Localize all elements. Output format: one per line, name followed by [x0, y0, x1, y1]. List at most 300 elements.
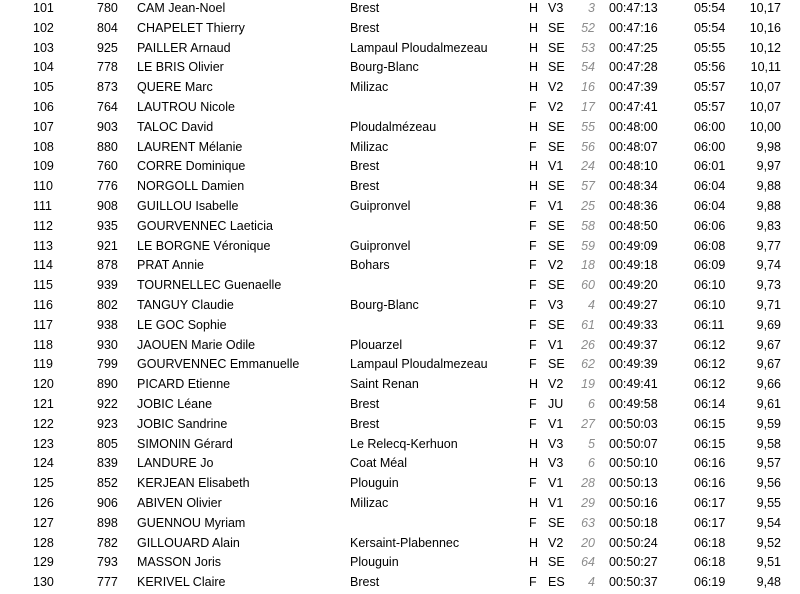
- pace-cell: 06:17: [694, 496, 726, 510]
- table-row: [0, 494, 800, 514]
- category-cell: V2: [548, 377, 564, 392]
- speed-cell: 9,66: [756, 377, 781, 392]
- category-cell: JU: [548, 397, 564, 411]
- pace-cell: 06:14: [694, 397, 726, 411]
- runner-name-cell: KERJEAN Elisabeth: [137, 476, 250, 491]
- club-cell: Bohars: [350, 258, 390, 273]
- table-row: [0, 276, 800, 296]
- runner-name-cell: GOURVENNEC Laeticia: [137, 218, 273, 233]
- sex-cell: H: [529, 496, 539, 510]
- bib-cell: 778: [97, 60, 118, 75]
- category-rank-cell: 53: [581, 40, 595, 55]
- table-row: [0, 78, 800, 98]
- category-rank-cell: 63: [581, 515, 595, 530]
- pace-cell: 06:11: [694, 317, 725, 332]
- place-cell: 116: [33, 298, 53, 312]
- place-cell: 111: [33, 199, 53, 213]
- bib-cell: 804: [97, 20, 118, 35]
- bib-cell: 880: [97, 139, 118, 154]
- club-cell: Plouguin: [350, 476, 399, 491]
- speed-cell: 9,71: [756, 298, 781, 312]
- category-cell: SE: [548, 515, 565, 530]
- place-cell: 129: [33, 555, 54, 570]
- sex-cell: H: [529, 60, 539, 75]
- pace-cell: 06:04: [694, 199, 726, 213]
- speed-cell: 10,16: [749, 20, 781, 35]
- club-cell: Brest: [350, 1, 380, 15]
- sex-cell: H: [529, 20, 539, 35]
- category-cell: V3: [548, 1, 564, 15]
- category-cell: V3: [548, 436, 564, 451]
- bib-cell: 925: [97, 40, 118, 55]
- sex-cell: F: [529, 357, 537, 372]
- place-cell: 110: [33, 179, 53, 194]
- club-cell: Plouarzel: [350, 337, 403, 352]
- category-rank-cell: 52: [581, 20, 595, 35]
- speed-cell: 9,56: [756, 476, 781, 491]
- speed-cell: 9,48: [756, 575, 781, 590]
- category-rank-cell: 19: [581, 377, 595, 392]
- bib-cell: 776: [97, 179, 118, 194]
- category-rank-cell: 20: [581, 535, 595, 550]
- club-cell: Guipronvel: [350, 238, 411, 253]
- time-cell: 00:48:07: [609, 139, 658, 154]
- club-cell: Le Relecq-Kerhuon: [350, 436, 458, 451]
- table-row: [0, 58, 800, 78]
- place-cell: 125: [33, 476, 54, 491]
- category-cell: V2: [548, 258, 564, 273]
- club-cell: Lampaul Ploudalmezeau: [350, 40, 488, 55]
- time-cell: 00:49:58: [609, 397, 658, 411]
- table-row: [0, 0, 800, 19]
- category-cell: V2: [548, 80, 564, 95]
- category-rank-cell: 27: [581, 416, 595, 431]
- speed-cell: 10,07: [749, 80, 781, 95]
- bib-cell: 906: [97, 496, 118, 510]
- pace-cell: 05:54: [694, 1, 726, 15]
- sex-cell: F: [529, 199, 537, 213]
- club-cell: Kersaint-Plabennec: [350, 535, 460, 550]
- category-cell: V2: [548, 535, 564, 550]
- pace-cell: 05:57: [694, 80, 726, 95]
- runner-name-cell: KERIVEL Claire: [137, 575, 226, 590]
- table-row: [0, 138, 800, 158]
- pace-cell: 06:17: [694, 515, 726, 530]
- runner-name-cell: LAUTROU Nicole: [137, 100, 235, 114]
- time-cell: 00:50:13: [609, 476, 658, 491]
- bib-cell: 852: [97, 476, 118, 491]
- sex-cell: F: [529, 317, 537, 332]
- bib-cell: 878: [97, 258, 118, 273]
- table-row: [0, 454, 800, 474]
- speed-cell: 10,17: [749, 1, 781, 15]
- category-cell: SE: [548, 40, 565, 55]
- speed-cell: 9,69: [756, 317, 781, 332]
- category-cell: SE: [548, 20, 565, 35]
- category-cell: V3: [548, 456, 564, 471]
- time-cell: 00:49:09: [609, 238, 658, 253]
- category-cell: SE: [548, 357, 565, 372]
- table-row: [0, 197, 800, 217]
- time-cell: 00:50:07: [609, 436, 658, 451]
- place-cell: 108: [33, 139, 54, 154]
- sex-cell: F: [529, 476, 537, 491]
- table-row: [0, 39, 800, 59]
- time-cell: 00:48:36: [609, 199, 658, 213]
- category-cell: SE: [548, 119, 565, 134]
- speed-cell: 9,54: [756, 515, 781, 530]
- category-rank-cell: 4: [588, 298, 595, 312]
- sex-cell: H: [529, 1, 539, 15]
- place-cell: 115: [33, 278, 53, 293]
- sex-cell: H: [529, 436, 539, 451]
- time-cell: 00:49:41: [609, 377, 658, 392]
- pace-cell: 06:15: [694, 436, 726, 451]
- sex-cell: F: [529, 278, 537, 293]
- bib-cell: 903: [97, 119, 118, 134]
- time-cell: 00:50:27: [609, 555, 658, 570]
- category-cell: V3: [548, 298, 564, 312]
- time-cell: 00:48:10: [609, 159, 658, 174]
- time-cell: 00:49:39: [609, 357, 658, 372]
- runner-name-cell: PAILLER Arnaud: [137, 40, 231, 55]
- place-cell: 112: [33, 218, 53, 233]
- runner-name-cell: CAM Jean-Noel: [137, 1, 226, 15]
- bib-cell: 922: [97, 397, 118, 411]
- pace-cell: 06:12: [694, 337, 726, 352]
- bib-cell: 777: [97, 575, 118, 590]
- club-cell: Brest: [350, 159, 380, 174]
- table-row: [0, 474, 800, 494]
- speed-cell: 9,59: [756, 416, 781, 431]
- club-cell: Saint Renan: [350, 377, 419, 392]
- place-cell: 121: [33, 397, 54, 411]
- sex-cell: H: [529, 80, 539, 95]
- time-cell: 00:50:16: [609, 496, 658, 510]
- bib-cell: 760: [97, 159, 118, 174]
- time-cell: 00:47:16: [609, 20, 658, 35]
- category-rank-cell: 24: [581, 159, 595, 174]
- table-row: [0, 435, 800, 455]
- time-cell: 00:48:00: [609, 119, 658, 134]
- table-row: [0, 336, 800, 356]
- time-cell: 00:49:20: [609, 278, 658, 293]
- pace-cell: 06:18: [694, 555, 726, 570]
- sex-cell: F: [529, 298, 537, 312]
- table-row: [0, 237, 800, 257]
- sex-cell: F: [529, 100, 537, 114]
- place-cell: 102: [33, 20, 54, 35]
- pace-cell: 06:09: [694, 258, 726, 273]
- place-cell: 122: [33, 416, 54, 431]
- runner-name-cell: TALOC David: [137, 119, 214, 134]
- time-cell: 00:47:39: [609, 80, 658, 95]
- table-row: [0, 534, 800, 554]
- runner-name-cell: SIMONIN Gérard: [137, 436, 233, 451]
- place-cell: 103: [33, 40, 54, 55]
- bib-cell: 939: [97, 278, 118, 293]
- runner-name-cell: LANDURE Jo: [137, 456, 214, 471]
- category-cell: SE: [548, 278, 565, 293]
- speed-cell: 9,77: [756, 238, 781, 253]
- place-cell: 107: [33, 119, 54, 134]
- runner-name-cell: TOURNELLEC Guenaelle: [137, 278, 282, 293]
- sex-cell: F: [529, 258, 537, 273]
- category-rank-cell: 28: [581, 476, 595, 491]
- category-rank-cell: 4: [588, 575, 595, 590]
- category-cell: SE: [548, 218, 565, 233]
- category-cell: SE: [548, 179, 565, 194]
- club-cell: Milizac: [350, 139, 389, 154]
- bib-cell: 890: [97, 377, 118, 392]
- time-cell: 00:47:25: [609, 40, 658, 55]
- category-rank-cell: 26: [581, 337, 595, 352]
- bib-cell: 938: [97, 317, 118, 332]
- sex-cell: H: [529, 555, 539, 570]
- table-row: [0, 316, 800, 336]
- place-cell: 105: [33, 80, 54, 95]
- category-rank-cell: 61: [581, 317, 595, 332]
- pace-cell: 06:01: [694, 159, 726, 174]
- category-rank-cell: 18: [581, 258, 595, 273]
- speed-cell: 9,67: [756, 337, 781, 352]
- table-row: [0, 415, 800, 435]
- place-cell: 104: [33, 60, 54, 75]
- runner-name-cell: JOBIC Léane: [137, 397, 213, 411]
- club-cell: Lampaul Ploudalmezeau: [350, 357, 488, 372]
- runner-name-cell: GUILLOU Isabelle: [137, 199, 239, 213]
- time-cell: 00:49:27: [609, 298, 658, 312]
- pace-cell: 06:00: [694, 119, 726, 134]
- sex-cell: F: [529, 416, 537, 431]
- runner-name-cell: CHAPELET Thierry: [137, 20, 245, 35]
- place-cell: 109: [33, 159, 54, 174]
- runner-name-cell: LE BRIS Olivier: [137, 60, 224, 75]
- category-rank-cell: 54: [581, 60, 595, 75]
- category-cell: V1: [548, 416, 564, 431]
- time-cell: 00:48:34: [609, 179, 658, 194]
- table-row: [0, 395, 800, 415]
- runner-name-cell: PRAT Annie: [137, 258, 204, 273]
- pace-cell: 06:16: [694, 476, 726, 491]
- table-row: [0, 256, 800, 276]
- bib-cell: 780: [97, 1, 118, 15]
- category-cell: V1: [548, 476, 564, 491]
- pace-cell: 06:16: [694, 456, 726, 471]
- category-rank-cell: 17: [581, 100, 595, 114]
- speed-cell: 9,61: [756, 397, 781, 411]
- place-cell: 124: [33, 456, 54, 471]
- pace-cell: 06:12: [694, 377, 726, 392]
- category-cell: SE: [548, 555, 565, 570]
- club-cell: Milizac: [350, 80, 389, 95]
- club-cell: Ploudalmézeau: [350, 119, 437, 134]
- category-rank-cell: 55: [581, 119, 595, 134]
- runner-name-cell: GUENNOU Myriam: [137, 515, 246, 530]
- bib-cell: 802: [97, 298, 118, 312]
- category-cell: V1: [548, 199, 564, 213]
- table-row: [0, 514, 800, 534]
- club-cell: Bourg-Blanc: [350, 60, 419, 75]
- bib-cell: 793: [97, 555, 118, 570]
- category-cell: SE: [548, 317, 565, 332]
- club-cell: Brest: [350, 416, 380, 431]
- place-cell: 126: [33, 496, 54, 510]
- time-cell: 00:49:18: [609, 258, 658, 273]
- place-cell: 119: [33, 357, 53, 372]
- time-cell: 00:47:28: [609, 60, 658, 75]
- bib-cell: 930: [97, 337, 118, 352]
- category-cell: SE: [548, 238, 565, 253]
- sex-cell: H: [529, 377, 539, 392]
- runner-name-cell: JAOUEN Marie Odile: [137, 337, 256, 352]
- club-cell: Brest: [350, 179, 380, 194]
- bib-cell: 923: [97, 416, 118, 431]
- time-cell: 00:49:33: [609, 317, 658, 332]
- speed-cell: 10,11: [750, 60, 781, 75]
- club-cell: Coat Méal: [350, 456, 407, 471]
- bib-cell: 805: [97, 436, 118, 451]
- club-cell: Plouguin: [350, 555, 399, 570]
- category-rank-cell: 16: [581, 80, 595, 95]
- speed-cell: 9,83: [756, 218, 781, 233]
- bib-cell: 764: [97, 100, 118, 114]
- category-cell: V1: [548, 337, 564, 352]
- place-cell: 127: [33, 515, 54, 530]
- speed-cell: 9,52: [756, 535, 781, 550]
- speed-cell: 9,97: [756, 159, 781, 174]
- place-cell: 130: [33, 575, 54, 590]
- sex-cell: H: [529, 159, 539, 174]
- time-cell: 00:50:24: [609, 535, 658, 550]
- speed-cell: 10,07: [749, 100, 781, 114]
- pace-cell: 05:56: [694, 60, 726, 75]
- sex-cell: F: [529, 515, 537, 530]
- speed-cell: 9,88: [756, 199, 781, 213]
- runner-name-cell: QUERE Marc: [137, 80, 213, 95]
- pace-cell: 05:55: [694, 40, 726, 55]
- speed-cell: 9,98: [756, 139, 781, 154]
- pace-cell: 05:57: [694, 100, 726, 114]
- runner-name-cell: GOURVENNEC Emmanuelle: [137, 357, 300, 372]
- category-rank-cell: 57: [581, 179, 595, 194]
- pace-cell: 06:10: [694, 298, 726, 312]
- runner-name-cell: TANGUY Claudie: [137, 298, 234, 312]
- category-cell: V1: [548, 159, 564, 174]
- place-cell: 120: [33, 377, 54, 392]
- table-row: [0, 296, 800, 316]
- time-cell: 00:50:03: [609, 416, 658, 431]
- time-cell: 00:49:37: [609, 337, 658, 352]
- category-rank-cell: 3: [588, 1, 595, 15]
- runner-name-cell: PICARD Etienne: [137, 377, 231, 392]
- bib-cell: 782: [97, 535, 118, 550]
- bib-cell: 921: [97, 238, 118, 253]
- pace-cell: 06:00: [694, 139, 726, 154]
- category-rank-cell: 60: [581, 278, 595, 293]
- pace-cell: 06:06: [694, 218, 726, 233]
- category-rank-cell: 6: [588, 456, 595, 471]
- bib-cell: 908: [97, 199, 118, 213]
- pace-cell: 06:08: [694, 238, 726, 253]
- place-cell: 123: [33, 436, 54, 451]
- speed-cell: 9,67: [756, 357, 781, 372]
- place-cell: 113: [33, 238, 53, 253]
- club-cell: Brest: [350, 397, 380, 411]
- club-cell: Guipronvel: [350, 199, 411, 213]
- pace-cell: 06:10: [694, 278, 726, 293]
- runner-name-cell: ABIVEN Olivier: [137, 496, 222, 510]
- pace-cell: 06:12: [694, 357, 726, 372]
- runner-name-cell: GILLOUARD Alain: [137, 535, 240, 550]
- category-cell: ES: [548, 575, 565, 590]
- speed-cell: 9,58: [756, 436, 781, 451]
- place-cell: 114: [33, 258, 53, 273]
- speed-cell: 9,73: [756, 278, 781, 293]
- category-rank-cell: 6: [588, 397, 595, 411]
- bib-cell: 935: [97, 218, 118, 233]
- pace-cell: 06:19: [694, 575, 726, 590]
- category-rank-cell: 58: [581, 218, 595, 233]
- runner-name-cell: LE BORGNE Véronique: [137, 238, 271, 253]
- speed-cell: 9,74: [756, 258, 781, 273]
- category-cell: V1: [548, 496, 564, 510]
- club-cell: Bourg-Blanc: [350, 298, 419, 312]
- sex-cell: H: [529, 535, 539, 550]
- time-cell: 00:50:37: [609, 575, 658, 590]
- pace-cell: 06:18: [694, 535, 726, 550]
- category-cell: SE: [548, 60, 565, 75]
- table-row: [0, 375, 800, 395]
- table-row: [0, 217, 800, 237]
- category-rank-cell: 64: [581, 555, 595, 570]
- table-row: [0, 177, 800, 197]
- sex-cell: F: [529, 575, 537, 590]
- table-row: [0, 157, 800, 177]
- sex-cell: H: [529, 119, 539, 134]
- pace-cell: 05:54: [694, 20, 726, 35]
- category-cell: V2: [548, 100, 564, 114]
- sex-cell: F: [529, 139, 537, 154]
- place-cell: 106: [33, 100, 54, 114]
- bib-cell: 873: [97, 80, 118, 95]
- runner-name-cell: LAURENT Mélanie: [137, 139, 243, 154]
- speed-cell: 9,88: [756, 179, 781, 194]
- speed-cell: 10,00: [749, 119, 781, 134]
- table-row: [0, 553, 800, 573]
- category-rank-cell: 56: [581, 139, 595, 154]
- club-cell: Milizac: [350, 496, 389, 510]
- speed-cell: 10,12: [749, 40, 781, 55]
- category-cell: SE: [548, 139, 565, 154]
- time-cell: 00:47:41: [609, 100, 658, 114]
- place-cell: 118: [33, 337, 53, 352]
- table-row: [0, 98, 800, 118]
- category-rank-cell: 29: [581, 496, 595, 510]
- sex-cell: F: [529, 397, 537, 411]
- time-cell: 00:48:50: [609, 218, 658, 233]
- runner-name-cell: JOBIC Sandrine: [137, 416, 228, 431]
- bib-cell: 898: [97, 515, 118, 530]
- place-cell: 117: [33, 317, 53, 332]
- table-row: [0, 118, 800, 138]
- club-cell: Brest: [350, 20, 380, 35]
- category-rank-cell: 25: [581, 199, 595, 213]
- sex-cell: H: [529, 179, 539, 194]
- place-cell: 101: [33, 1, 54, 15]
- club-cell: Brest: [350, 575, 380, 590]
- time-cell: 00:50:18: [609, 515, 658, 530]
